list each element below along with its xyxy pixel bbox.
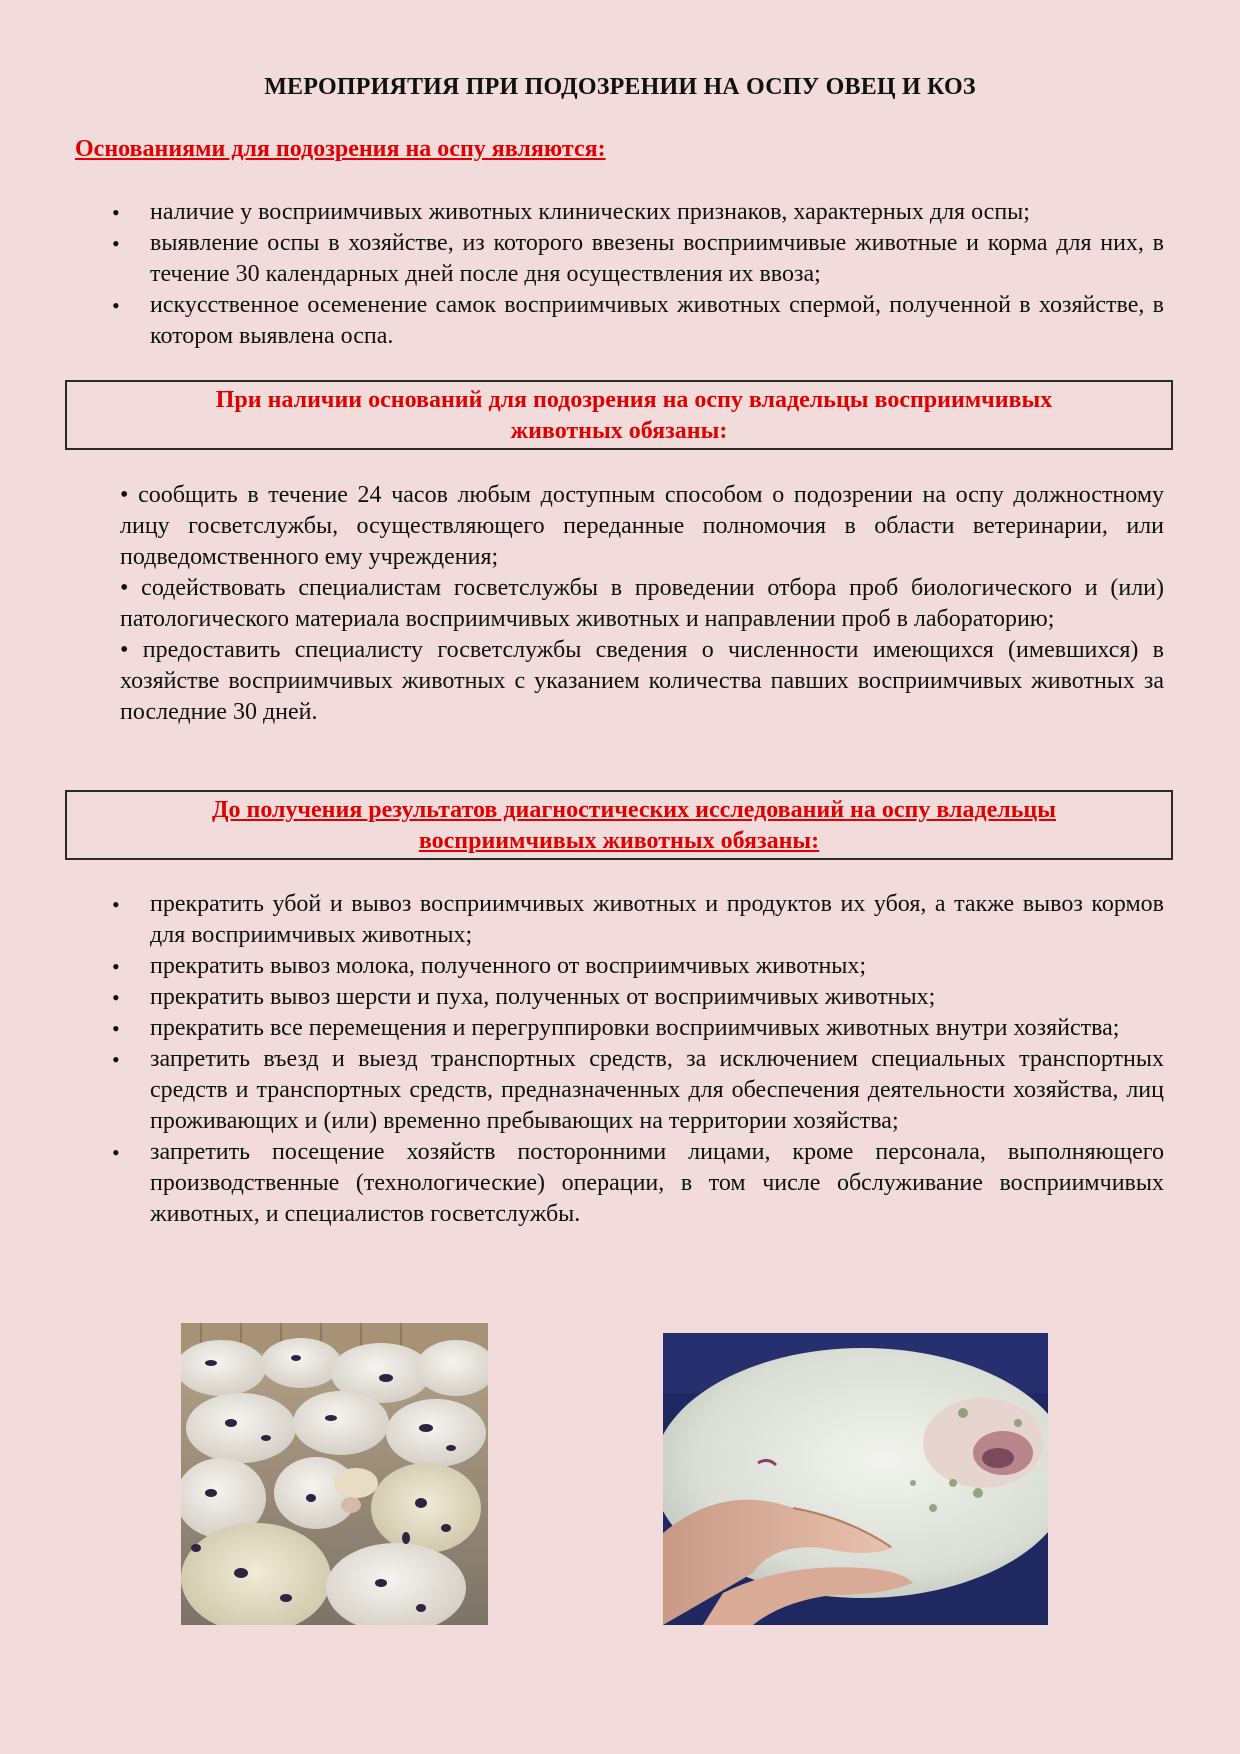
- bullet-icon: •: [120, 575, 129, 601]
- bullet-icon: •: [112, 985, 120, 1010]
- bullet-icon: •: [112, 1047, 120, 1072]
- list-item: • искусственное осеменение самок восприимчивых животных спермой, полученной в хозяйстве, в котором выявлена оспа.: [112, 292, 1164, 349]
- list-item: • прекратить все перемещения и перегруппировки восприимчивых животных внутри хозяйства;: [150, 1013, 1164, 1044]
- bullet-icon: •: [112, 892, 120, 917]
- bullet-icon: •: [112, 1016, 120, 1041]
- list-item: • прекратить вывоз шерсти и пуха, полученных от восприимчивых животных;: [150, 982, 1164, 1013]
- list-item: • предоставить специалисту госветслужбы сведения о численности имеющихся (имевшихся) в хозяйстве восприимчивых животных с указанием количества павших восприимчивых животных за последние 30 дней.: [120, 637, 1165, 725]
- list-item: • запретить посещение хозяйств посторонними лицами, кроме персонала, выполняющего производственные (технологические) операции, в том числе обслуживание восприимчивых животных, и специалистов госветслужбы.: [112, 1139, 1164, 1227]
- pending-heading-line1: До получения результатов диагностических исследований на оспу владельцы: [211, 797, 1056, 823]
- bullet-icon: •: [112, 1140, 120, 1165]
- list-item: • выявление оспы в хозяйстве, из которого ввезены восприимчивые животные и корма для них, в течение 30 календарных дней после дня осуществления их ввоза;: [112, 230, 1164, 287]
- list-item: • сообщить в течение 24 часов любым доступным способом о подозрении на оспу должностному лицу госветслужбы, осуществляющего переданные полномочия в области ветеринарии, или подведомственного ему учреждения;: [120, 482, 1165, 570]
- bullet-icon: •: [120, 482, 129, 508]
- sheep-muzzle-photo: [663, 1333, 1048, 1625]
- bullet-icon: •: [112, 293, 120, 318]
- grounds-heading: Основаниями для подозрения на оспу являются:: [75, 136, 606, 162]
- obligations-heading-line1: При наличии оснований для подозрения на оспу владельцы восприимчивых: [215, 387, 1053, 413]
- list-item: • прекратить вывоз молока, полученного от восприимчивых животных;: [150, 951, 1164, 982]
- pending-heading-line2: восприимчивых животных обязаны:: [418, 828, 820, 854]
- bullet-icon: •: [112, 200, 120, 225]
- bullet-icon: •: [112, 954, 120, 979]
- list-item: • наличие у восприимчивых животных клинических признаков, характерных для оспы;: [150, 197, 1164, 228]
- obligations-heading-box: [65, 380, 1173, 450]
- grounds-list: [112, 197, 1164, 352]
- obligations-heading-line2: животных обязаны:: [510, 418, 728, 444]
- bullet-icon: •: [120, 637, 129, 663]
- list-item: • запретить въезд и выезд транспортных средств, за исключением специальных транспортных средств и транспортных средств, предназначенных для обеспечения деятельности хозяйства, лиц проживающих и (или) временно пребывающих на территории хозяйства;: [112, 1046, 1164, 1134]
- obligations-list: [120, 480, 1164, 728]
- sheep-flock-photo: [181, 1323, 488, 1625]
- bullet-icon: •: [112, 231, 120, 256]
- list-item: • содействовать специалистам госветслужбы в проведении отбора проб биологического и (или) патологического материала восприимчивых животных и направлении проб в лабораторию;: [120, 575, 1165, 632]
- page-title: МЕРОПРИЯТИЯ ПРИ ПОДОЗРЕНИИ НА ОСПУ ОВЕЦ И КОЗ: [264, 74, 976, 100]
- pending-list: [112, 889, 1164, 1230]
- pending-heading-box: [65, 790, 1173, 860]
- list-item: • прекратить убой и вывоз восприимчивых животных и продуктов их убоя, а также вывоз кормов для восприимчивых животных;: [112, 891, 1164, 948]
